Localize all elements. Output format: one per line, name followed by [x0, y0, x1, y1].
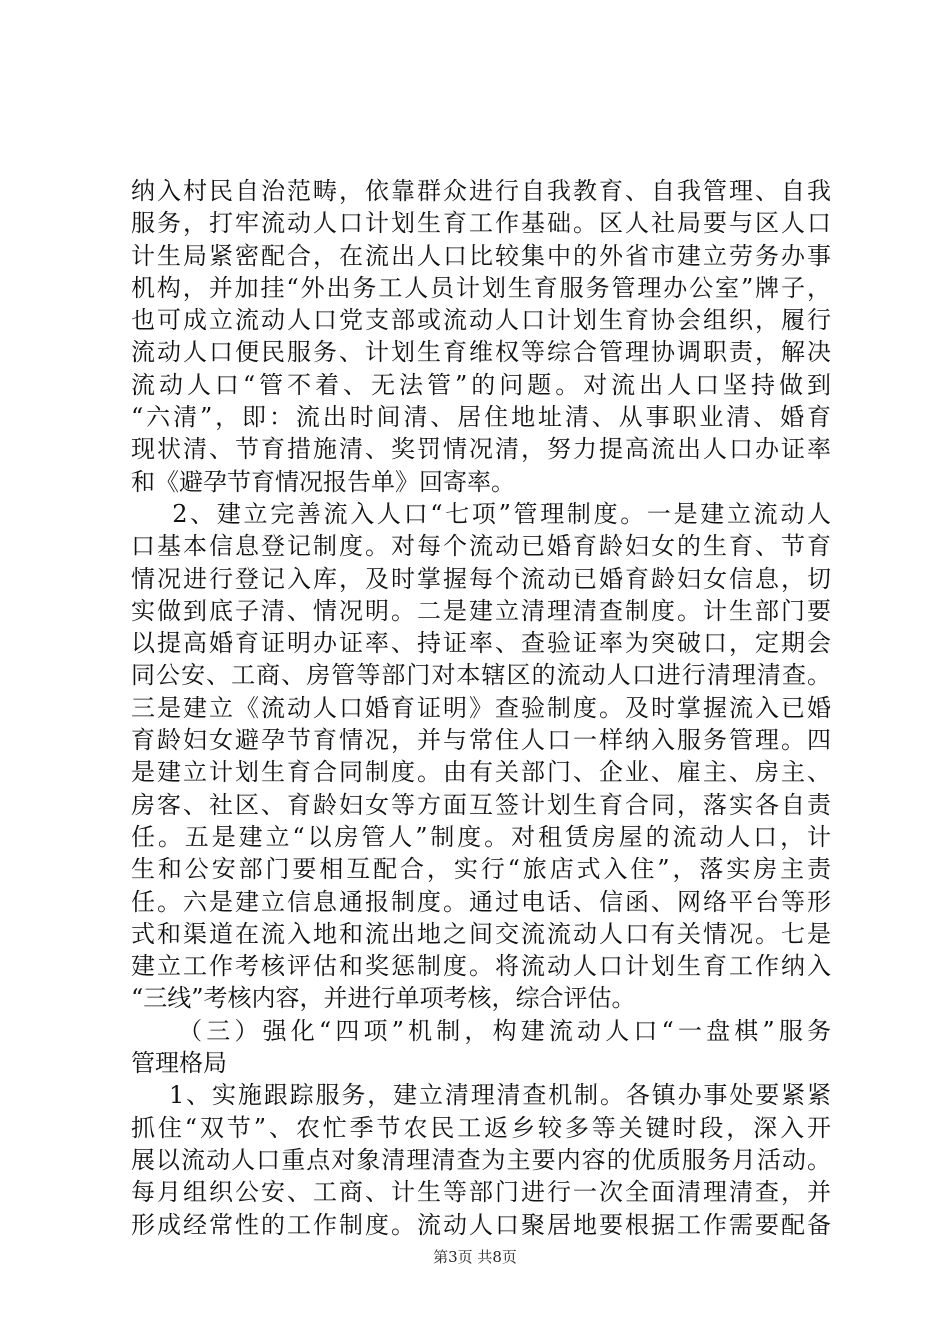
text-line: 2、建立完善流入人口“七项”管理制度。一是建立流动人 [131, 499, 831, 528]
text-line: 任。六是建立信息通报制度。通过电话、信函、网络平台等形 [131, 887, 831, 916]
text-line: 是建立计划生育合同制度。由有关部门、企业、雇主、房主、 [131, 758, 831, 787]
text-line: 式和渠道在流入地和流出地之间交流流动人口有关情况。七是 [131, 919, 831, 948]
text-line: 也可成立流动人口党支部或流动人口计划生育协会组织，履行 [131, 306, 831, 335]
text-line: 展以流动人口重点对象清理清查为主要内容的优质服务月活动。 [131, 1145, 831, 1174]
paragraph-last-line: “三线”考核内容，并进行单项考核，综合评估。 [131, 984, 636, 1013]
text-line: 房客、社区、育龄妇女等方面互签计划生育合同，落实各自责 [131, 790, 831, 819]
text-line: 纳入村民自治范畴，依靠群众进行自我教育、自我管理、自我 [131, 177, 831, 205]
text-line: 生和公安部门要相互配合，实行“旅店式入住”，落实房主责 [131, 855, 831, 884]
text-line: 三是建立《流动人口婚育证明》查验制度。及时掌握流入已婚 [131, 693, 831, 722]
section-heading-last-line: 管理格局 [131, 1049, 227, 1078]
text-line: 1、实施跟踪服务，建立清理清查机制。各镇办事处要紧紧 [131, 1081, 831, 1110]
text-line: 建立工作考核评估和奖惩制度。将流动人口计划生育工作纳入 [131, 952, 831, 981]
text-line: 流动人口“管不着、无法管”的问题。对流出人口坚持做到 [131, 370, 831, 399]
text-line: 实做到底子清、情况明。二是建立清理清查制度。计生部门要 [131, 596, 831, 625]
text-line: 服务，打牢流动人口计划生育工作基础。区人社局要与区人口 [131, 209, 831, 238]
section-heading-line: （三）强化“四项”机制，构建流动人口“一盘棋”服务 [131, 1016, 831, 1045]
text-line: 抓住“双节”、农忙季节农民工返乡较多等关键时段，深入开 [131, 1113, 831, 1142]
text-line: 口基本信息登记制度。对每个流动已婚育龄妇女的生育、节育 [131, 532, 831, 561]
page-footer [0, 1247, 950, 1267]
text-line: 机构，并加挂“外出务工人员计划生育服务管理办公室”牌子， [131, 273, 831, 302]
text-line: 任。五是建立“以房管人”制度。对租赁房屋的流动人口，计 [131, 822, 831, 851]
text-line: 计生局紧密配合，在流出人口比较集中的外省市建立劳务办事 [131, 241, 831, 270]
page-number: 第3页 共8页 [433, 1248, 517, 1266]
text-line: 现状清、节育措施清、奖罚情况清，努力提高流出人口办证率 [131, 435, 831, 464]
text-line: 情况进行登记入库，及时掌握每个流动已婚育龄妇女信息，切 [131, 564, 831, 593]
text-line: 每月组织公安、工商、计生等部门进行一次全面清理清查，并 [131, 1178, 831, 1207]
text-line: 同公安、工商、房管等部门对本辖区的流动人口进行清理清查。 [131, 661, 831, 690]
text-line: 流动人口便民服务、计划生育维权等综合管理协调职责，解决 [131, 338, 831, 367]
paragraph-last-line: 和《避孕节育情况报告单》回寄率。 [131, 467, 515, 496]
text-line: 形成经常性的工作制度。流动人口聚居地要根据工作需要配备 [131, 1210, 831, 1239]
text-line: “六清”，即：流出时间清、居住地址清、从事职业清、婚育 [131, 403, 831, 432]
text-line: 育龄妇女避孕节育情况，并与常住人口一样纳入服务管理。四 [131, 726, 831, 755]
document-body [131, 175, 831, 1241]
text-line: 以提高婚育证明办证率、持证率、查验证率为突破口，定期会 [131, 629, 831, 658]
